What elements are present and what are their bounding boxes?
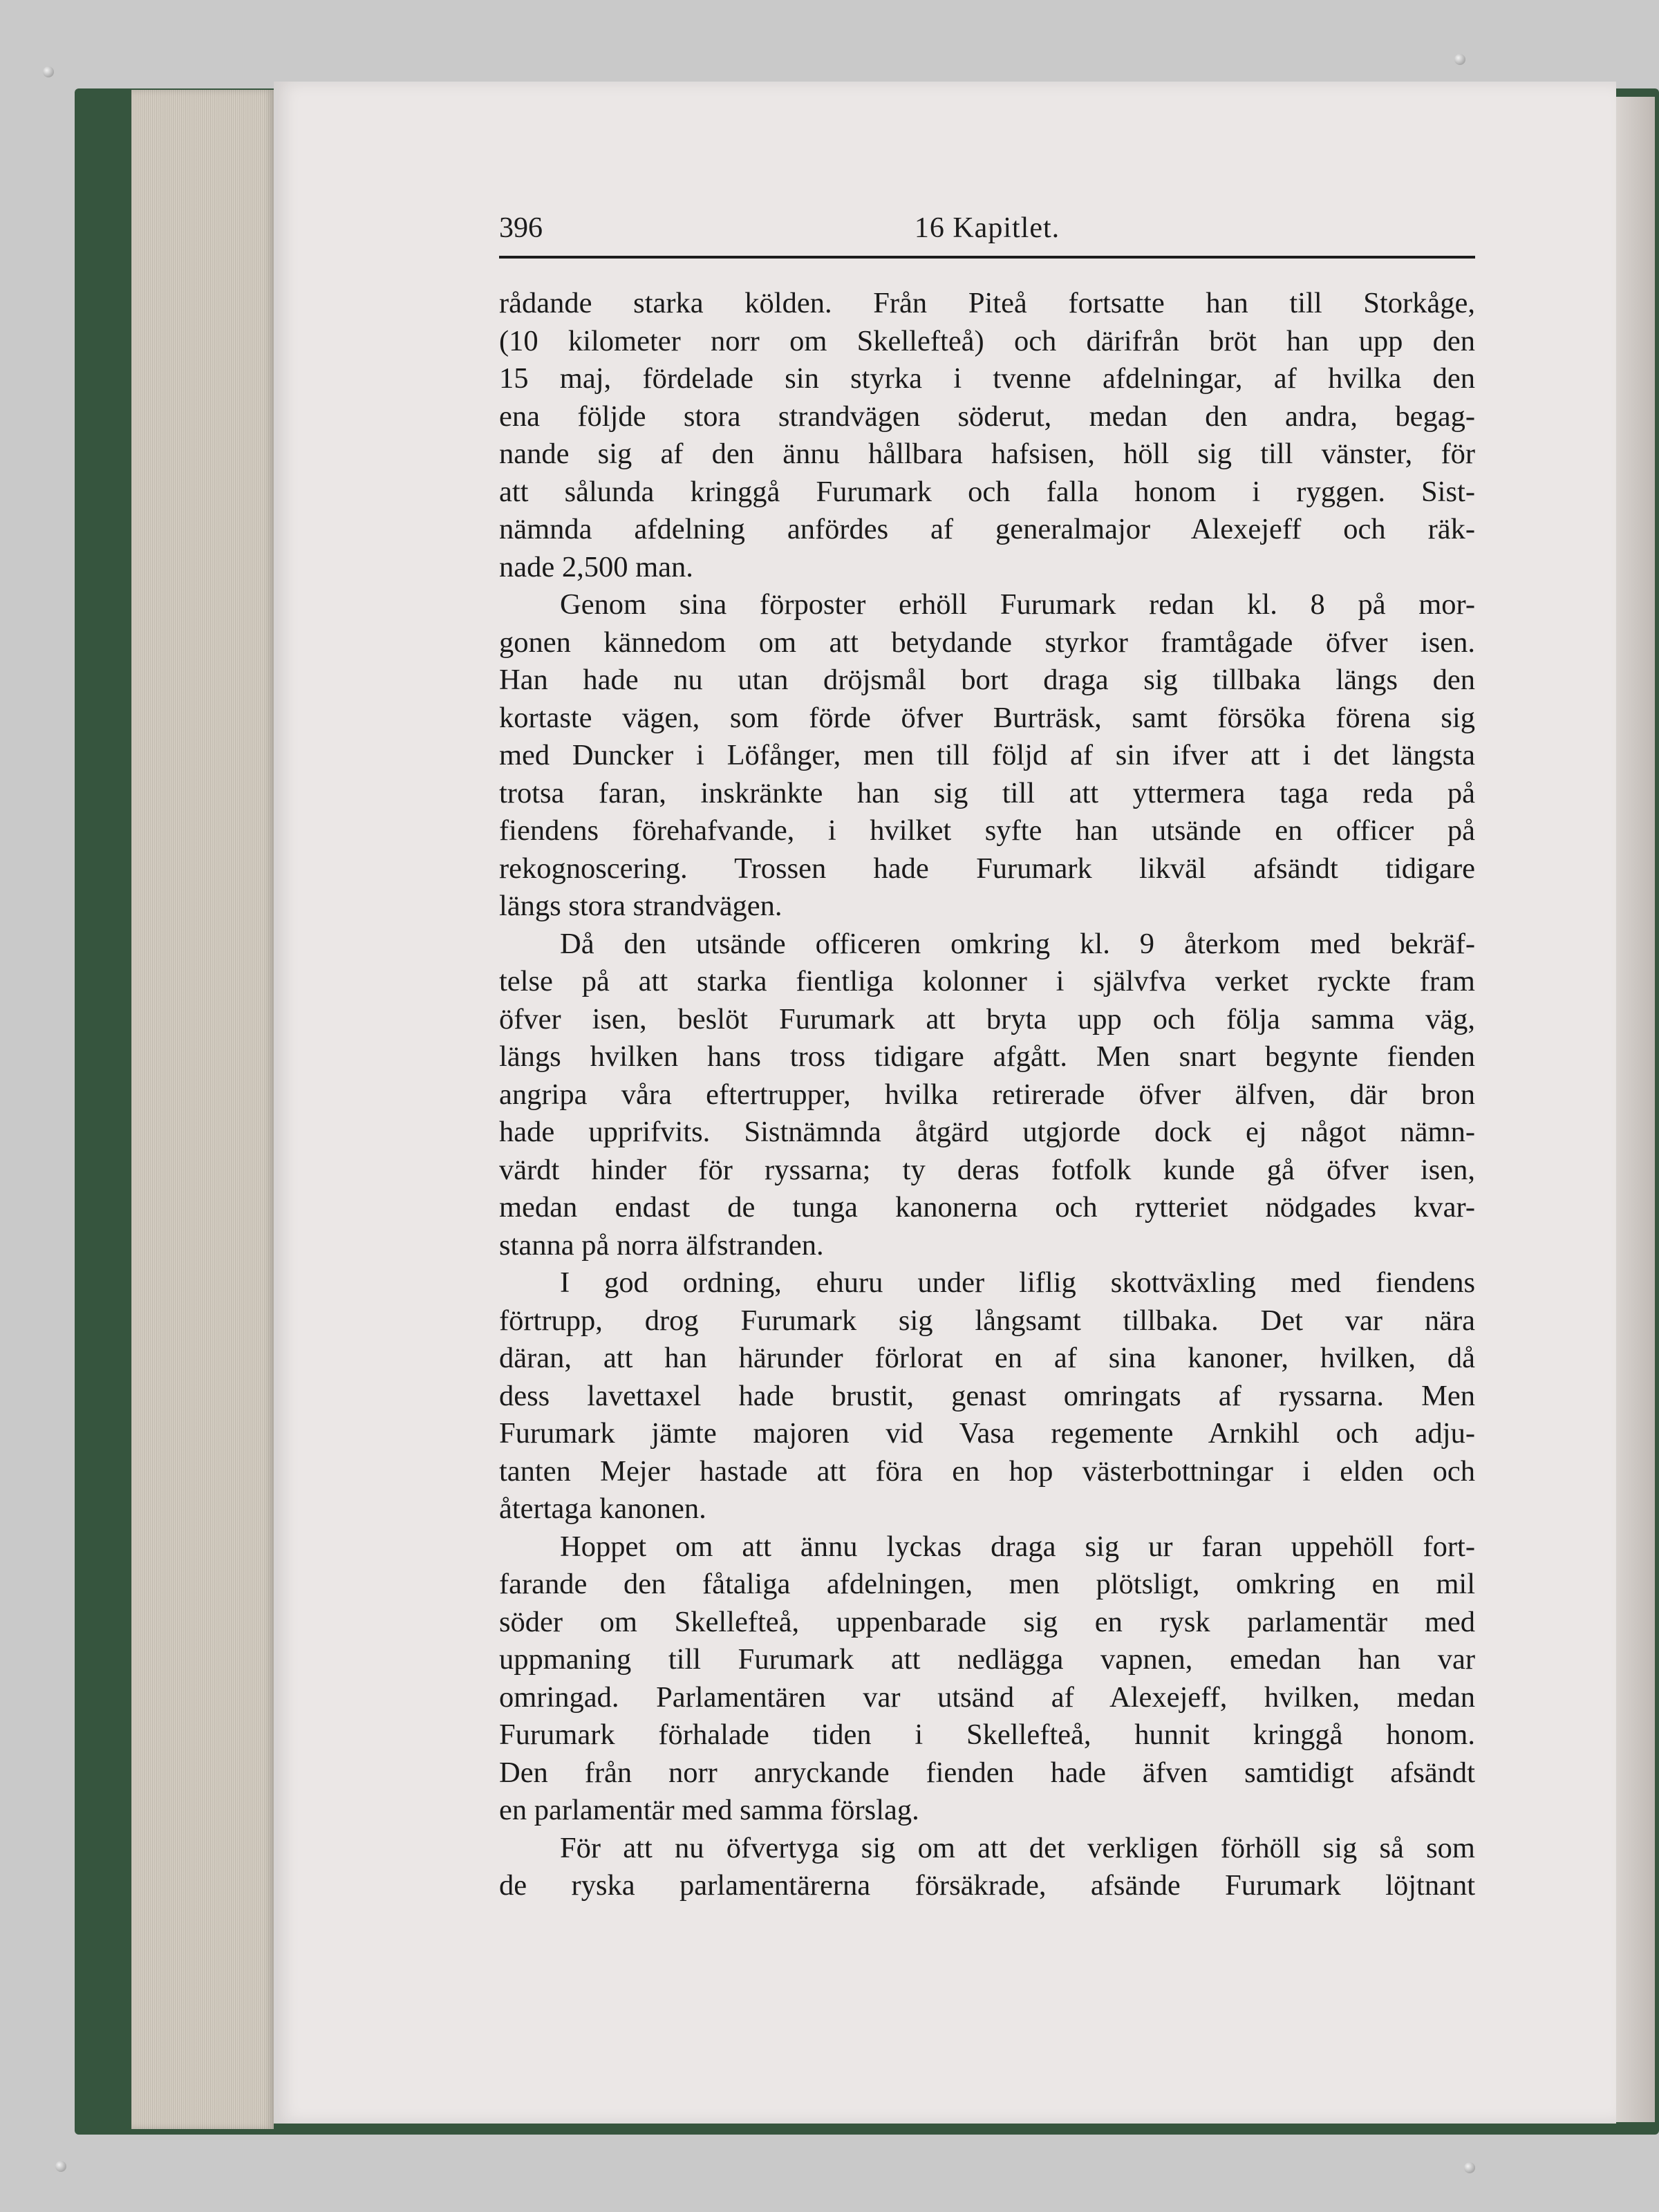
text-line: en parlamentär med samma förslag. <box>499 1794 919 1826</box>
page-stack-edge <box>131 90 274 2129</box>
text-line: Då den utsände officeren omkring kl. 9 återkom med bekräf- <box>560 927 1475 960</box>
text-line: 15 maj, fördelade sin styrka i tvenne afdelningar, af hvilka den <box>499 362 1475 395</box>
running-head <box>499 212 1475 253</box>
text-line: stanna på norra älfstranden. <box>499 1228 824 1262</box>
running-title: 16 Kapitlet. <box>914 212 1060 244</box>
text-line: ena följde stora strandvägen söderut, medan den andra, begag- <box>499 400 1475 433</box>
pin-bottom-right-icon <box>1464 2162 1475 2173</box>
text-line: söder om Skellefteå, uppenbarade sig en rysk parlamentär med <box>499 1605 1475 1638</box>
pin-top-right-icon <box>1454 54 1465 65</box>
text-line: I god ordning, ehuru under liflig skottväxling med fiendens <box>560 1266 1475 1299</box>
text-line: med Duncker i Löfånger, men till följd af sin ifver att i det längsta <box>499 739 1475 771</box>
text-line: rådande starka kölden. Från Piteå fortsatte han till Storkåge, <box>499 287 1475 319</box>
paragraph <box>499 285 1475 586</box>
text-line: nande sig af den ännu hållbara hafsisen, höll sig till vänster, för <box>499 438 1475 470</box>
text-line: däran, att han härunder förlorat en af sina kanoner, hvilken, då <box>499 1342 1475 1374</box>
text-line: telse på att starka fientliga kolonner i självfva verket ryckte fram <box>499 965 1475 997</box>
pin-top-left-icon <box>43 66 54 77</box>
text-line: trotsa faran, inskränkte han sig till att yttermera taga reda på <box>499 776 1475 809</box>
paragraph <box>499 1264 1475 1528</box>
text-line: rekognoscering. Trossen hade Furumark likväl afsändt tidigare <box>499 852 1475 885</box>
page-number: 396 <box>499 212 543 244</box>
text-line: (10 kilometer norr om Skellefteå) och därifrån bröt han upp den <box>499 324 1475 357</box>
text-line: Hoppet om att ännu lyckas draga sig ur faran uppehöll fort- <box>560 1530 1475 1563</box>
text-line: värdt hinder för ryssarna; ty deras fotfolk kunde gå öfver isen, <box>499 1153 1475 1186</box>
text-line: Furumark jämte majoren vid Vasa regemente Arnkihl och adju- <box>499 1417 1475 1450</box>
text-line: Furumark förhalade tiden i Skellefteå, hunnit kringgå honom. <box>499 1718 1475 1751</box>
text-line: längs hvilken hans tross tidigare afgått. Men snart begynte fienden <box>499 1040 1475 1073</box>
text-line: att sålunda kringgå Furumark och falla honom i ryggen. Sist- <box>499 475 1475 508</box>
text-line: de ryska parlamentärerna försäkrade, afsände Furumark löjtnant <box>499 1869 1475 1902</box>
header-rule <box>499 256 1475 259</box>
text-line: farande den fåtaliga afdelningen, men plötsligt, omkring en mil <box>499 1568 1475 1600</box>
text-line: kortaste vägen, som förde öfver Burträsk, samt försöka förena sig <box>499 701 1475 734</box>
text-line: uppmaning till Furumark att nedlägga vapnen, emedan han var <box>499 1643 1475 1676</box>
text-line: För att nu öfvertyga sig om att det verkligen förhöll sig så som <box>560 1831 1475 1864</box>
text-line: längs stora strandvägen. <box>499 890 782 922</box>
page-right-edge <box>1616 97 1655 2122</box>
paragraph <box>499 1528 1475 1830</box>
text-line: förtrupp, drog Furumark sig långsamt tillbaka. Det var nära <box>499 1304 1475 1337</box>
text-line: gonen kännedom om att betydande styrkor framtågade öfver isen. <box>499 626 1475 659</box>
text-line: tanten Mejer hastade att föra en hop västerbottningar i elden och <box>499 1454 1475 1488</box>
body-text <box>499 285 1475 1905</box>
text-line: fiendens förehafvande, i hvilket syfte han utsände en officer på <box>499 814 1475 847</box>
text-line: medan endast de tunga kanonerna och rytteriet nödgades kvar- <box>499 1191 1475 1224</box>
text-line: angripa våra eftertrupper, hvilka retirerade öfver älfven, där bron <box>499 1078 1475 1111</box>
text-line: öfver isen, beslöt Furumark att bryta upp och följa samma väg, <box>499 1002 1475 1035</box>
text-line: hade upprifvits. Sistnämnda åtgärd utgjorde dock ej något nämn- <box>499 1116 1475 1148</box>
text-line: Han hade nu utan dröjsmål bort draga sig tillbaka längs den <box>499 664 1475 696</box>
pin-bottom-left-icon <box>55 2161 66 2172</box>
text-line: återtaga kanonen. <box>499 1492 706 1525</box>
text-line: Den från norr anryckande fienden hade äfven samtidigt afsändt <box>499 1756 1475 1789</box>
paragraph <box>499 926 1475 1265</box>
text-line: nämnda afdelning anfördes af generalmajor Alexejeff och räk- <box>499 513 1475 545</box>
text-line: nade 2,500 man. <box>499 550 693 583</box>
text-line: omringad. Parlamentären var utsänd af Alexejeff, hvilken, medan <box>499 1680 1475 1714</box>
text-line: Genom sina förposter erhöll Furumark redan kl. 8 på mor- <box>560 588 1475 621</box>
paragraph <box>499 1830 1475 1905</box>
paragraph <box>499 586 1475 926</box>
text-line: dess lavettaxel hade brustit, genast omringats af ryssarna. Men <box>499 1379 1475 1412</box>
